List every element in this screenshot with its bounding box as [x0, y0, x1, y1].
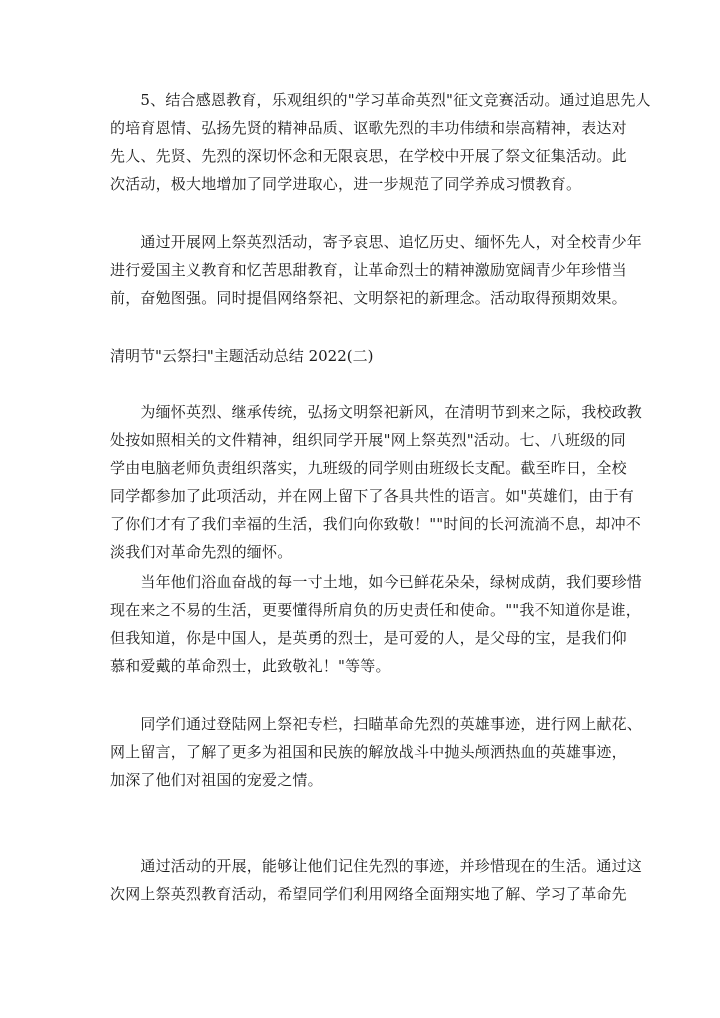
paragraph-5 [110, 710, 643, 794]
paragraph-6 [110, 852, 643, 908]
paragraph-line: 学由电脑老师负责组织落实，九班级的同学则由班级长支配。截至昨日，全校 [110, 459, 627, 477]
paragraph-line: 进行爱国主义教育和忆苦思甜教育，让革命烈士的精神激励宽阔青少年珍惜当 [110, 261, 627, 279]
paragraph-line: 当年他们浴血奋战的每一寸土地，如今已鲜花朵朵，绿树成荫，我们要珍惜 [110, 573, 643, 591]
paragraph-line: 为缅怀英烈、继承传统，弘扬文明祭祀新风，在清明节到来之际，我校政教 [110, 403, 643, 421]
paragraph-line: 网上留言，了解了更多为祖国和民族的解放战斗中抛头颅洒热血的英雄事迹， [110, 743, 627, 761]
paragraph-line: 加深了他们对祖国的宠爱之情。 [110, 771, 323, 789]
section-heading: 清明节"云祭扫"主题活动总结 2022(二) [110, 347, 374, 365]
paragraph-line: 同学们通过登陆网上祭祀专栏，扫瞄革命先烈的英雄事迹，进行网上献花、 [110, 715, 643, 733]
paragraph-line: 的培育恩情、弘扬先贤的精神品质、讴歌先烈的丰功伟绩和崇高精神，表达对 [110, 119, 627, 137]
paragraph-line: 现在来之不易的生活，更要懂得所肩负的历史责任和使命。""我不知道你是谁， [110, 601, 642, 619]
paragraph-1 [110, 86, 651, 198]
paragraph-line: 慕和爱戴的革命烈士，此致敬礼！"等等。 [110, 657, 391, 675]
paragraph-3 [110, 398, 643, 566]
paragraph-line: 了你们才有了我们幸福的生活，我们向你致敬！""时间的长河流淌不息，却冲不 [110, 515, 642, 533]
paragraph-line: 处按如照相关的文件精神，组织同学开展"网上祭英烈"活动。七、八班级的同 [110, 431, 626, 449]
paragraph-4 [110, 568, 643, 680]
paragraph-line: 淡我们对革命先烈的缅怀。 [110, 543, 293, 561]
paragraph-line: 通过开展网上祭英烈活动，寄予哀思、追忆历史、缅怀先人，对全校青少年 [110, 233, 643, 251]
paragraph-line: 同学都参加了此项活动，并在网上留下了各具共性的语言。如"英雄们，由于有 [110, 487, 634, 505]
paragraph-2 [110, 228, 643, 312]
paragraph-line: 5、结合感恩教育，乐观组织的"学习革命英烈"征文竞赛活动。通过追思先人 [110, 91, 651, 109]
paragraph-line: 先人、先贤、先烈的深切怀念和无限哀思，在学校中开展了祭文征集活动。此 [110, 147, 627, 165]
paragraph-line: 前，奋勉图强。同时提倡网络祭祀、文明祭祀的新理念。活动取得预期效果。 [110, 289, 627, 307]
paragraph-line: 次活动，极大地增加了同学进取心，进一步规范了同学养成习惯教育。 [110, 175, 582, 193]
paragraph-line: 但我知道，你是中国人，是英勇的烈士，是可爱的人，是父母的宝，是我们仰 [110, 629, 627, 647]
paragraph-line: 次网上祭英烈教育活动，希望同学们利用网络全面翔实地了解、学习了革命先 [110, 885, 627, 903]
paragraph-line: 通过活动的开展，能够让他们记住先烈的事迹，并珍惜现在的生活。通过这 [110, 857, 643, 875]
